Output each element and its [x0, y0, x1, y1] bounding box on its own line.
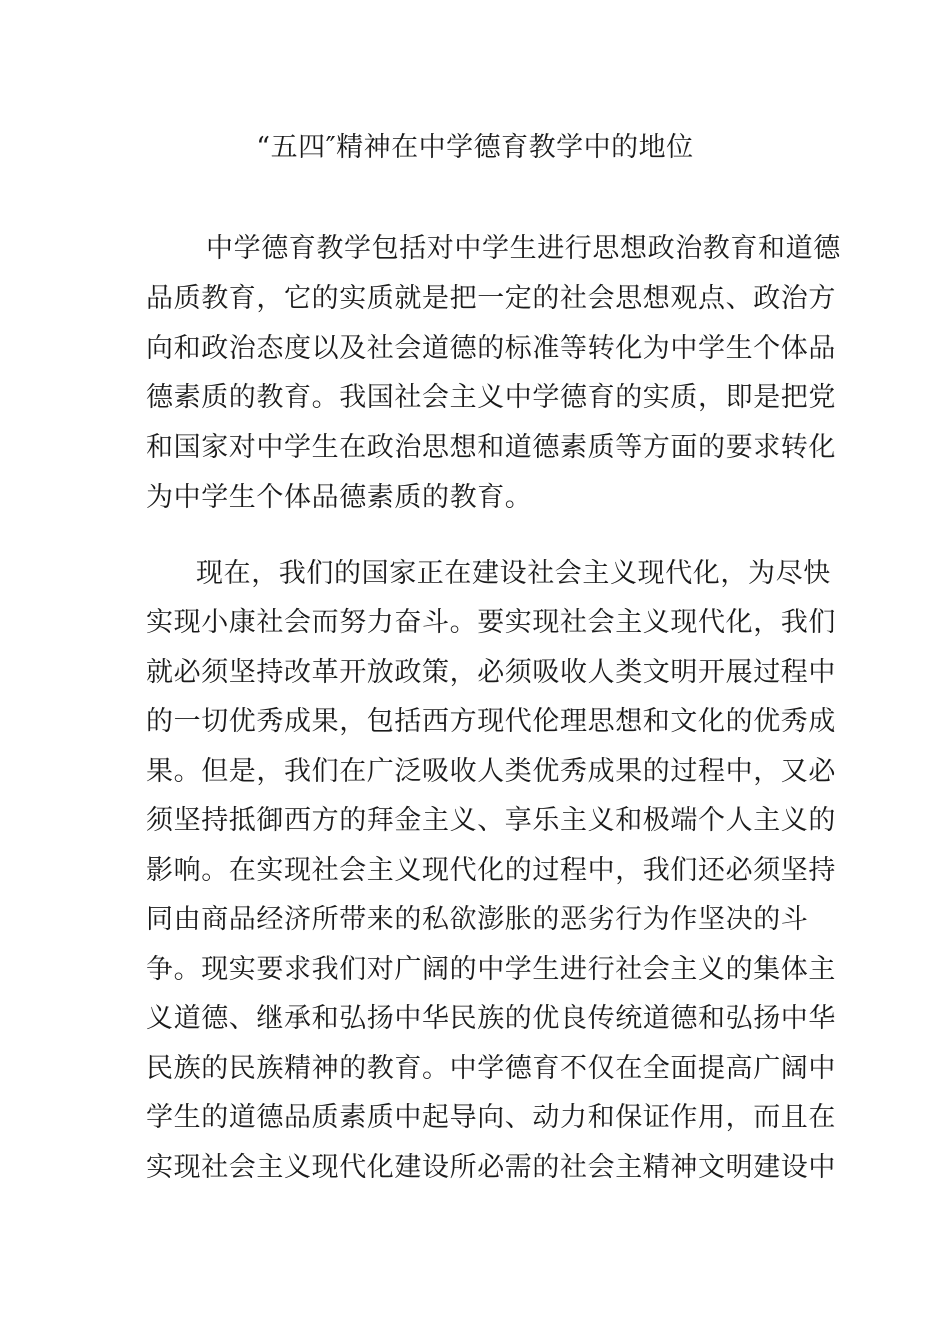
paragraph-1-line-3: 向和政治态度以及社会道德的标准等转化为中学生个体品 [146, 333, 836, 364]
paragraph-2-line-7: 影响。在实现社会主义现代化的过程中，我们还必须坚持 [146, 855, 836, 886]
paragraph-2-line-9: 争。现实要求我们对广阔的中学生进行社会主义的集体主 [146, 954, 836, 985]
paragraph-2-line-13: 实现社会主义现代化建设所必需的社会主精神文明建设中 [146, 1152, 836, 1183]
paragraph-1-line-4: 德素质的教育。我国社会主义中学德育的实质，即是把党 [146, 382, 836, 413]
paragraph-2-line-5: 果。但是，我们在广泛吸收人类优秀成果的过程中，又必 [146, 756, 836, 787]
paragraph-2-line-11: 民族的民族精神的教育。中学德育不仅在全面提高广阔中 [146, 1053, 836, 1084]
paragraph-2-line-2: 实现小康社会而努力奋斗。要实现社会主义现代化，我们 [146, 607, 836, 638]
paragraph-1-line-5: 和国家对中学生在政治思想和道德素质等方面的要求转化 [146, 432, 836, 463]
paragraph-2-line-6: 须坚持抵御西方的拜金主义、享乐主义和极端个人主义的 [146, 805, 836, 836]
paragraph-2-line-1: 现在，我们的国家正在建设社会主义现代化，为尽快 [196, 558, 831, 589]
paragraph-1-line-6: 为中学生个体品德素质的教育。 [146, 482, 533, 513]
paragraph-2-line-10: 义道德、继承和弘扬中华民族的优良传统道德和弘扬中华 [146, 1003, 836, 1034]
paragraph-2-line-4: 的一切优秀成果，包括西方现代伦理思想和文化的优秀成 [146, 706, 836, 737]
paragraph-2-line-3: 就必须坚持改革开放政策，必须吸收人类文明开展过程中 [146, 657, 836, 688]
paragraph-2-line-12: 学生的道德品质素质中起导向、动力和保证作用，而且在 [146, 1102, 836, 1133]
paragraph-1-line-1: 中学德育教学包括对中学生进行思想政治教育和道德 [206, 233, 841, 264]
paragraph-2-line-8: 同由商品经济所带来的私欲澎胀的恶劣行为作坚决的斗 [146, 904, 809, 935]
paragraph-1-line-2: 品质教育，它的实质就是把一定的社会思想观点、政治方 [146, 283, 836, 314]
document-title: “五四″精神在中学德育教学中的地位 [256, 132, 694, 163]
